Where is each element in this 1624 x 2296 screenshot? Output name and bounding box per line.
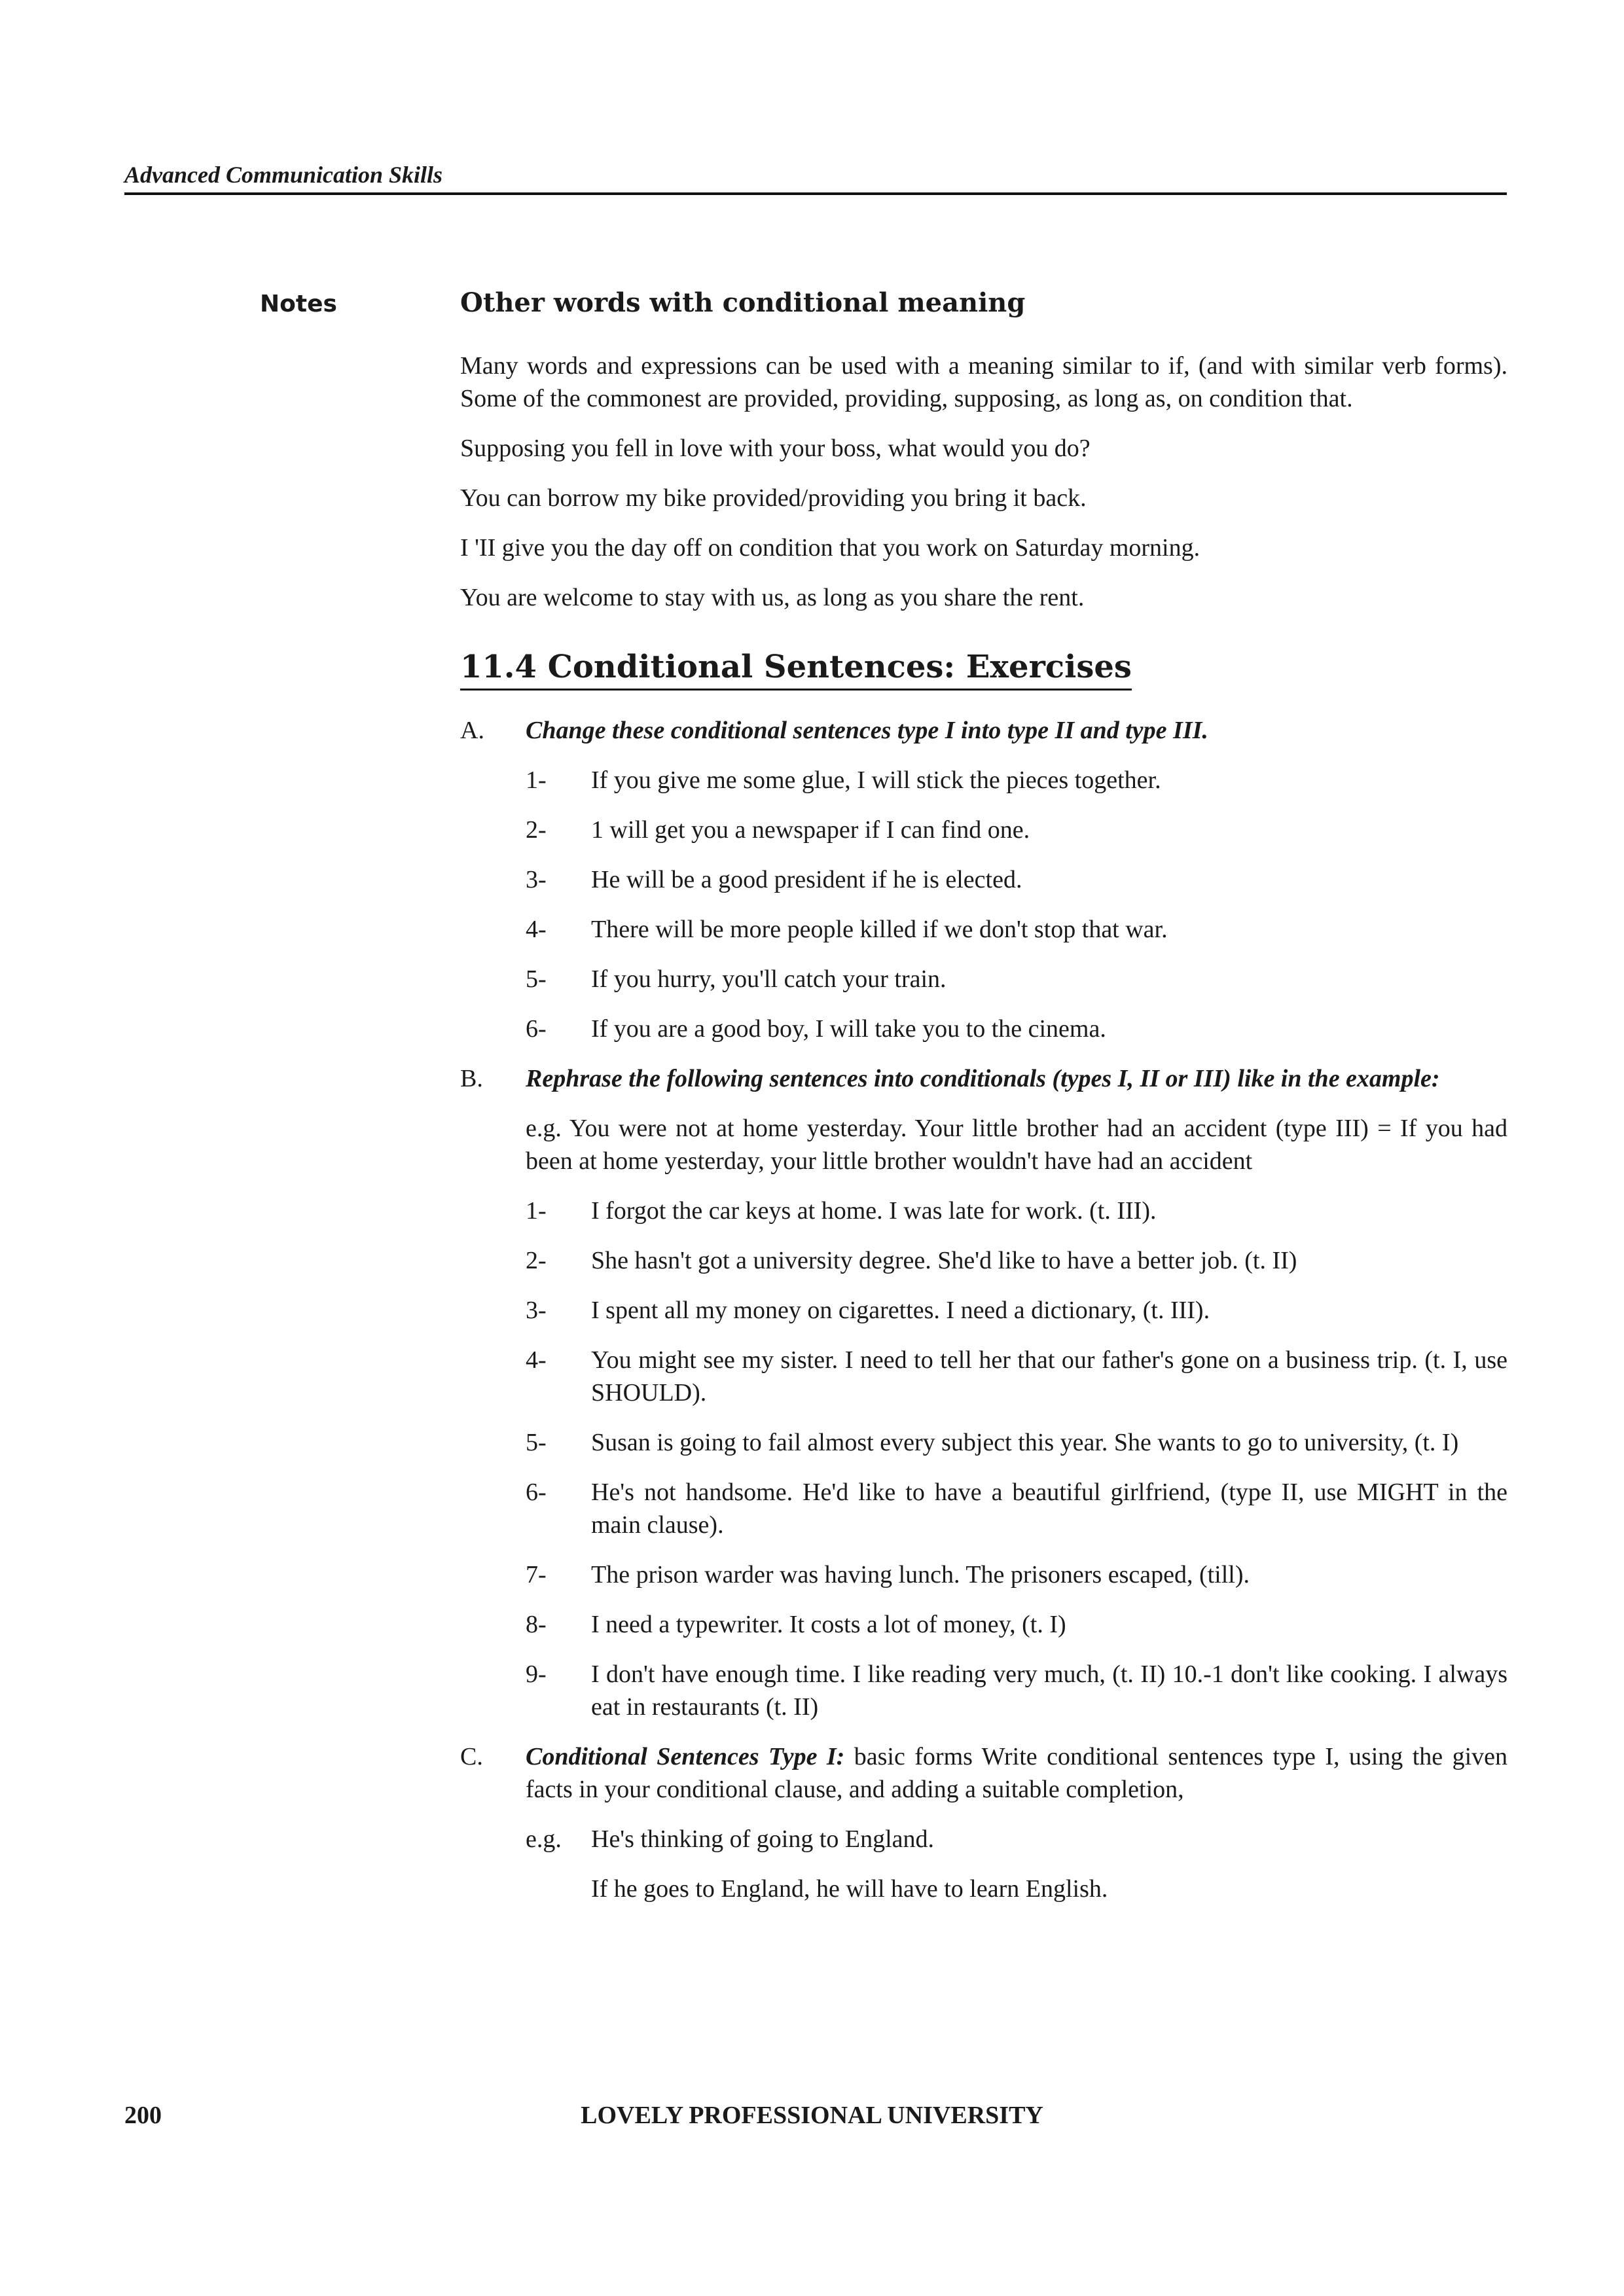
item-number: 3- — [526, 866, 547, 893]
list-item — [526, 863, 1507, 896]
list-item — [526, 963, 1507, 996]
item-number: 6- — [526, 1479, 547, 1506]
item-text: She hasn't got a university degree. She'd like to have a better job. (t. II) — [591, 1247, 1297, 1274]
item-number: 9- — [526, 1660, 547, 1688]
list-item — [526, 1244, 1507, 1277]
item-number: 1- — [526, 766, 547, 794]
exercise-a-list — [526, 764, 1507, 1045]
item-text: I need a typewriter. It costs a lot of money, (t. I) — [591, 1611, 1066, 1638]
exercise-letter: C. — [460, 1743, 483, 1770]
item-text: Susan is going to fail almost every subject this year. She wants to go to university, (t. I) — [591, 1429, 1459, 1456]
example-spacer — [526, 1873, 591, 1905]
list-item — [526, 1476, 1507, 1541]
item-text: If you are a good boy, I will take you to the cinema. — [591, 1015, 1106, 1043]
exercise-b-example: e.g. You were not at home yesterday. Your little brother had an accident (type III) = If you had been at home yesterday, your little brother wouldn't have had an accident — [526, 1115, 1507, 1175]
example-text: He's thinking of going to England. — [591, 1825, 935, 1853]
item-number: 3- — [526, 1297, 547, 1324]
example-label: e.g. — [526, 1825, 562, 1853]
item-number: 2- — [526, 816, 547, 844]
list-item — [526, 1194, 1507, 1227]
list-item — [526, 1013, 1507, 1045]
item-number: 4- — [526, 1346, 547, 1374]
item-text: I forgot the car keys at home. I was late for work. (t. III). — [591, 1197, 1157, 1225]
item-text: 1 will get you a newspaper if I can find one. — [591, 816, 1030, 844]
item-number: 6- — [526, 1015, 547, 1043]
example-text: If he goes to England, he will have to learn English. — [591, 1875, 1108, 1903]
running-header: Advanced Communication Skills — [124, 162, 443, 188]
item-number: 1- — [526, 1197, 547, 1225]
exercise-instruction: Rephrase the following sentences into conditionals (types I, II or III) like in the example: — [526, 1065, 1440, 1092]
item-number: 7- — [526, 1561, 547, 1588]
item-text: I spent all my money on cigarettes. I need a dictionary, (t. III). — [591, 1297, 1210, 1324]
list-item — [526, 1426, 1507, 1459]
paragraph: Supposing you fell in love with your boss, what would you do? — [460, 435, 1091, 462]
exercise-a-heading — [460, 714, 1507, 747]
item-text: He's not handsome. He'd like to have a beautiful girlfriend, (type II, use MIGHT in the main clause). — [591, 1479, 1507, 1539]
item-text: The prison warder was having lunch. The prisoners escaped, (till). — [591, 1561, 1250, 1588]
list-item — [526, 913, 1507, 946]
paragraph: I 'II give you the day off on condition that you work on Saturday morning. — [460, 534, 1200, 562]
exercise-c-heading — [460, 1740, 1507, 1806]
exercise-b-heading — [460, 1062, 1507, 1095]
exercise-letter: B. — [460, 1065, 483, 1092]
list-item — [526, 1658, 1507, 1723]
item-text: There will be more people killed if we don't stop that war. — [591, 916, 1168, 943]
exercise-instruction: Change these conditional sentences type I into type II and type III. — [526, 717, 1208, 744]
main-content — [460, 284, 1507, 1922]
exercise-title-rest: basic forms Write conditional sentences type I, using the given facts in your conditional clause, and adding a suitable completion, — [526, 1743, 1507, 1803]
list-item — [526, 1294, 1507, 1327]
example-line — [526, 1873, 1507, 1905]
list-item — [526, 764, 1507, 797]
exercise-b-list — [526, 1194, 1507, 1723]
header-rule — [124, 192, 1507, 195]
section-heading: 11.4 Conditional Sentences: Exercises — [460, 647, 1132, 691]
item-text: I don't have enough time. I like reading very much, (t. II) 10.-1 don't like cooking. I always eat in restaurants (t. II) — [591, 1660, 1507, 1721]
item-text: If you give me some glue, I will stick the pieces together. — [591, 766, 1161, 794]
paragraph: You are welcome to stay with us, as long as you share the rent. — [460, 584, 1085, 611]
subsection-heading: Other words with conditional meaning — [460, 287, 1026, 318]
exercise-title-bold: Conditional Sentences Type I: — [526, 1743, 845, 1770]
item-number: 8- — [526, 1611, 547, 1638]
list-item — [526, 814, 1507, 846]
example-line — [526, 1823, 1507, 1856]
exercise-c-example — [526, 1823, 1507, 1905]
list-item — [526, 1344, 1507, 1409]
item-number: 4- — [526, 916, 547, 943]
item-text: If you hurry, you'll catch your train. — [591, 965, 947, 993]
item-number: 5- — [526, 965, 547, 993]
item-text: He will be a good president if he is elected. — [591, 866, 1022, 893]
exercise-letter: A. — [460, 717, 484, 744]
list-item — [526, 1558, 1507, 1591]
list-item — [526, 1608, 1507, 1641]
page-number: 200 — [124, 2102, 162, 2129]
section-heading-wrapper — [460, 631, 1507, 714]
item-text: You might see my sister. I need to tell her that our father's gone on a business trip. (t. I, use SHOULD). — [591, 1346, 1507, 1407]
notes-margin-label: Notes — [260, 291, 337, 317]
item-number: 2- — [526, 1247, 547, 1274]
footer-university: LOVELY PROFESSIONAL UNIVERSITY — [581, 2102, 1043, 2129]
paragraph: Many words and expressions can be used with a meaning similar to if, (and with similar verb forms). Some of the commonest are provided, providing, supposing, as long as, on condition that. — [460, 352, 1507, 412]
item-number: 5- — [526, 1429, 547, 1456]
paragraph: You can borrow my bike provided/providing you bring it back. — [460, 484, 1087, 512]
exercise-instruction — [526, 1740, 1507, 1806]
